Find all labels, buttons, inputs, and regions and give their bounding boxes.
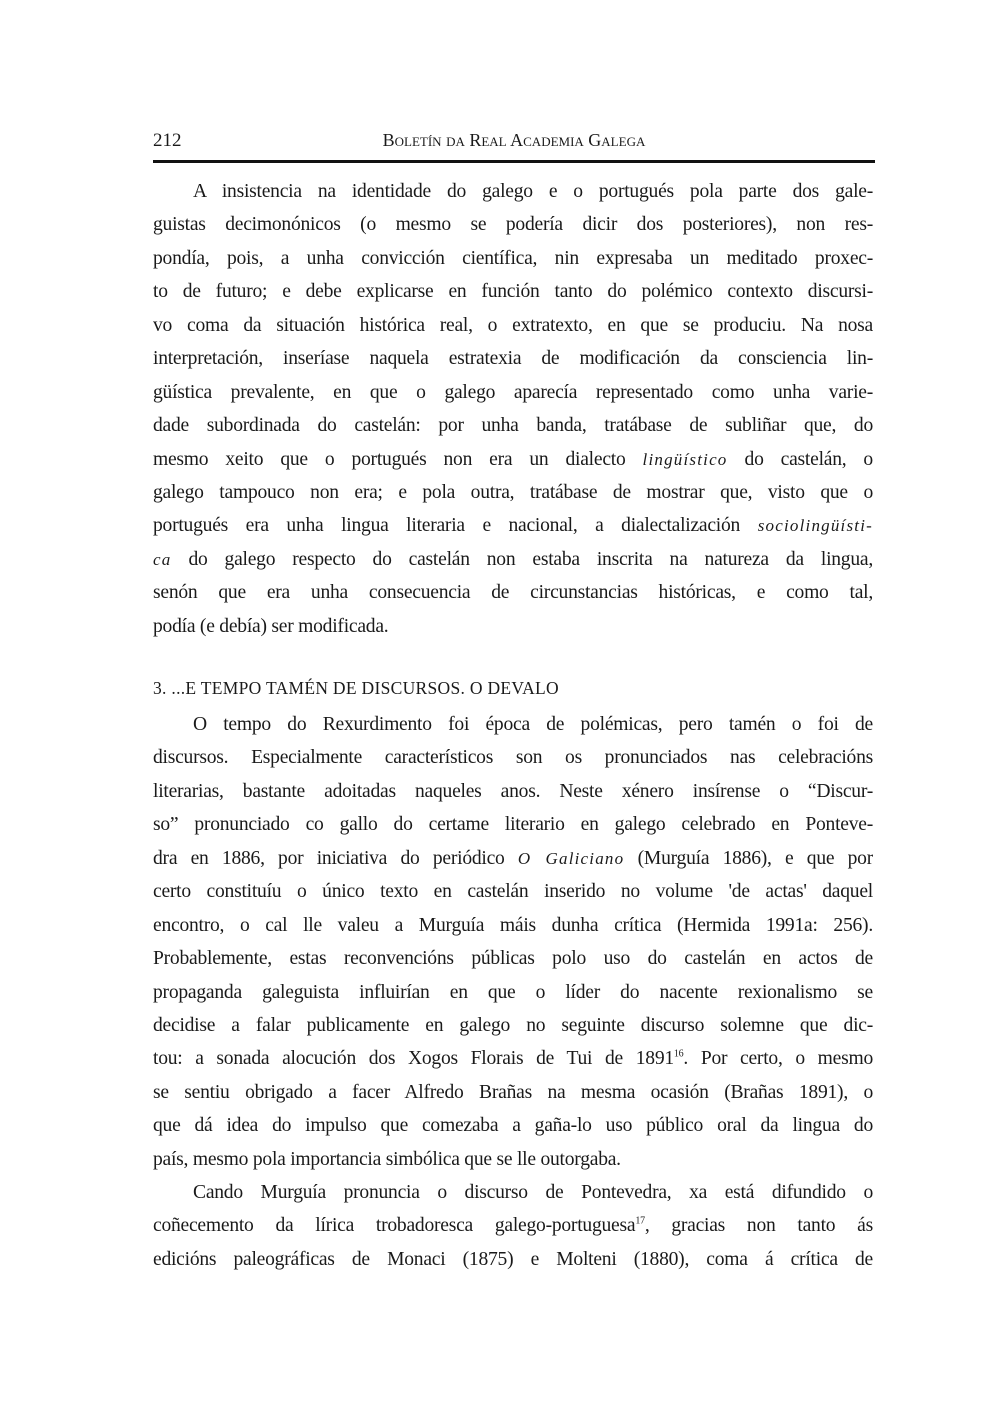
text-span: mesmo xeito que o portugués non era un dialecto	[153, 448, 643, 470]
text-line	[153, 775, 873, 808]
text-line	[153, 909, 873, 942]
text-span: (Murguía 1886), e que por	[624, 847, 873, 869]
text-line	[153, 875, 873, 908]
text-span: podía (e debía) ser modificada.	[153, 615, 389, 637]
text-line	[153, 1009, 873, 1042]
footnote-ref: 16	[673, 1048, 684, 1060]
text-span: portugués era unha lingua literaria e nacional, a dialectalización	[153, 515, 758, 537]
text-span: tou: a sonada alocución dos Xogos Florais de Tui de 1891	[153, 1048, 674, 1070]
text-line	[153, 443, 873, 476]
header-rule	[153, 160, 875, 163]
text-line	[153, 1209, 873, 1242]
text-line	[153, 1109, 873, 1142]
text-line	[153, 1143, 873, 1176]
text-line	[153, 842, 873, 875]
text-line	[153, 576, 873, 609]
text-span: to de futuro; e debe explicarse en función tanto do polémico contexto discursi-	[153, 281, 873, 303]
text-span: Probablemente, estas reconvencións públicas polo uso do castelán en actos de	[153, 948, 873, 970]
text-span: certo constituíu o único texto en castelán inserido no volume 'de actas' daquel	[153, 881, 873, 903]
paragraph-2	[153, 708, 873, 1176]
text-span: pondía, pois, a unha convicción científica, nin expresaba un meditado proxec-	[153, 247, 873, 269]
text-span: O tempo do Rexurdimento foi época de polémicas, pero tamén o foi de	[193, 714, 873, 735]
text-span: dra en 1886, por iniciativa do periódico	[153, 847, 518, 869]
text-span: se sentiu obrigado a facer Alfredo Brañas na mesma ocasión (Brañas 1891), o	[153, 1081, 873, 1103]
text-span: decidise a falar publicamente en galego no seguinte discurso solemne que dic-	[153, 1014, 873, 1036]
text-span: interpretación, inseríase naquela estratexia de modificación da consciencia lin-	[153, 348, 873, 370]
paragraph-1	[153, 175, 873, 643]
text-span: dade subordinada do castelán: por unha banda, tratábase de subliñar que, do	[153, 415, 873, 437]
text-line	[153, 1076, 873, 1109]
italic-text: lingüístico	[642, 449, 728, 469]
paragraph-3	[153, 1176, 873, 1276]
text-span: guistas decimonónicos (o mesmo se podería dicir dos posteriores), non res-	[153, 214, 873, 236]
text-span: Cando Murguía pronuncia o discurso de Pontevedra, xa está difundido o	[193, 1182, 873, 1203]
text-span: país, mesmo pola importancia simbólica que se lle outorgaba.	[153, 1148, 621, 1170]
text-span: vo coma da situación histórica real, o extratexto, en que se produciu. Na nosa	[153, 314, 873, 336]
italic-text: sociolingüísti-	[757, 516, 873, 536]
text-line	[153, 741, 873, 774]
text-line	[153, 242, 873, 275]
section-heading: 3. ...E TEMPO TAMÉN DE DISCURSOS. O DEVALO	[153, 678, 559, 698]
text-line	[153, 409, 873, 442]
text-line	[153, 175, 873, 208]
text-span: edicións paleográficas de Monaci (1875) e Molteni (1880), coma á crítica de	[153, 1248, 873, 1270]
text-line	[153, 509, 873, 542]
text-span: galego tampouco non era; e pola outra, tratábase de mostrar que, visto que o	[153, 481, 873, 503]
italic-text: O Galiciano	[517, 848, 625, 868]
text-span: A insistencia na identidade do galego e o portugués pola parte dos gale-	[193, 181, 873, 202]
text-span: do galego respecto do castelán non estaba inscrita na natureza da lingua,	[171, 548, 873, 570]
text-span: propaganda galeguista influirían en que o líder do nacente rexionalismo se	[153, 981, 873, 1003]
text-line	[153, 808, 873, 841]
italic-text: ca	[153, 549, 172, 569]
text-span: literarias, bastante adoitadas naqueles anos. Neste xénero insírense o “Discur-	[153, 780, 873, 802]
text-line	[153, 476, 873, 509]
text-span: senón que era unha consecuencia de circunstancias históricas, e como tal,	[153, 582, 873, 604]
text-line	[153, 610, 873, 643]
text-line	[153, 543, 873, 576]
text-line	[153, 376, 873, 409]
text-line	[153, 1042, 873, 1075]
text-span: que dá idea do impulso que comezaba a gaña-lo uso público oral da lingua do	[153, 1115, 873, 1137]
text-span: discursos. Especialmente característicos son os pronunciados nas celebracións	[153, 747, 873, 769]
text-line	[153, 309, 873, 342]
text-span: do castelán, o	[727, 448, 873, 470]
text-line	[153, 275, 873, 308]
footnote-ref: 17	[635, 1215, 645, 1227]
text-line	[153, 942, 873, 975]
text-span: coñecemento da lírica trobadoresca galego-portuguesa	[153, 1215, 636, 1237]
text-line	[153, 708, 873, 741]
text-line	[153, 342, 873, 375]
text-line	[153, 1176, 873, 1209]
text-line	[153, 1243, 873, 1276]
page-number: 212	[153, 130, 182, 151]
running-title: Boletín da Real Academia Galega	[382, 130, 646, 150]
text-span: güística prevalente, en que o galego aparecía representado como unha varie-	[153, 381, 873, 403]
text-span: so” pronunciado co gallo do certame literario en galego celebrado en Ponteve-	[153, 814, 873, 836]
text-line	[153, 976, 873, 1009]
text-span: , gracias non tanto ás	[644, 1215, 873, 1237]
text-span: . Por certo, o mesmo	[683, 1048, 873, 1070]
text-line	[153, 208, 873, 241]
running-header	[153, 130, 875, 156]
text-span: encontro, o cal lle valeu a Murguía máis dunha crítica (Hermida 1991a: 256).	[153, 914, 873, 936]
